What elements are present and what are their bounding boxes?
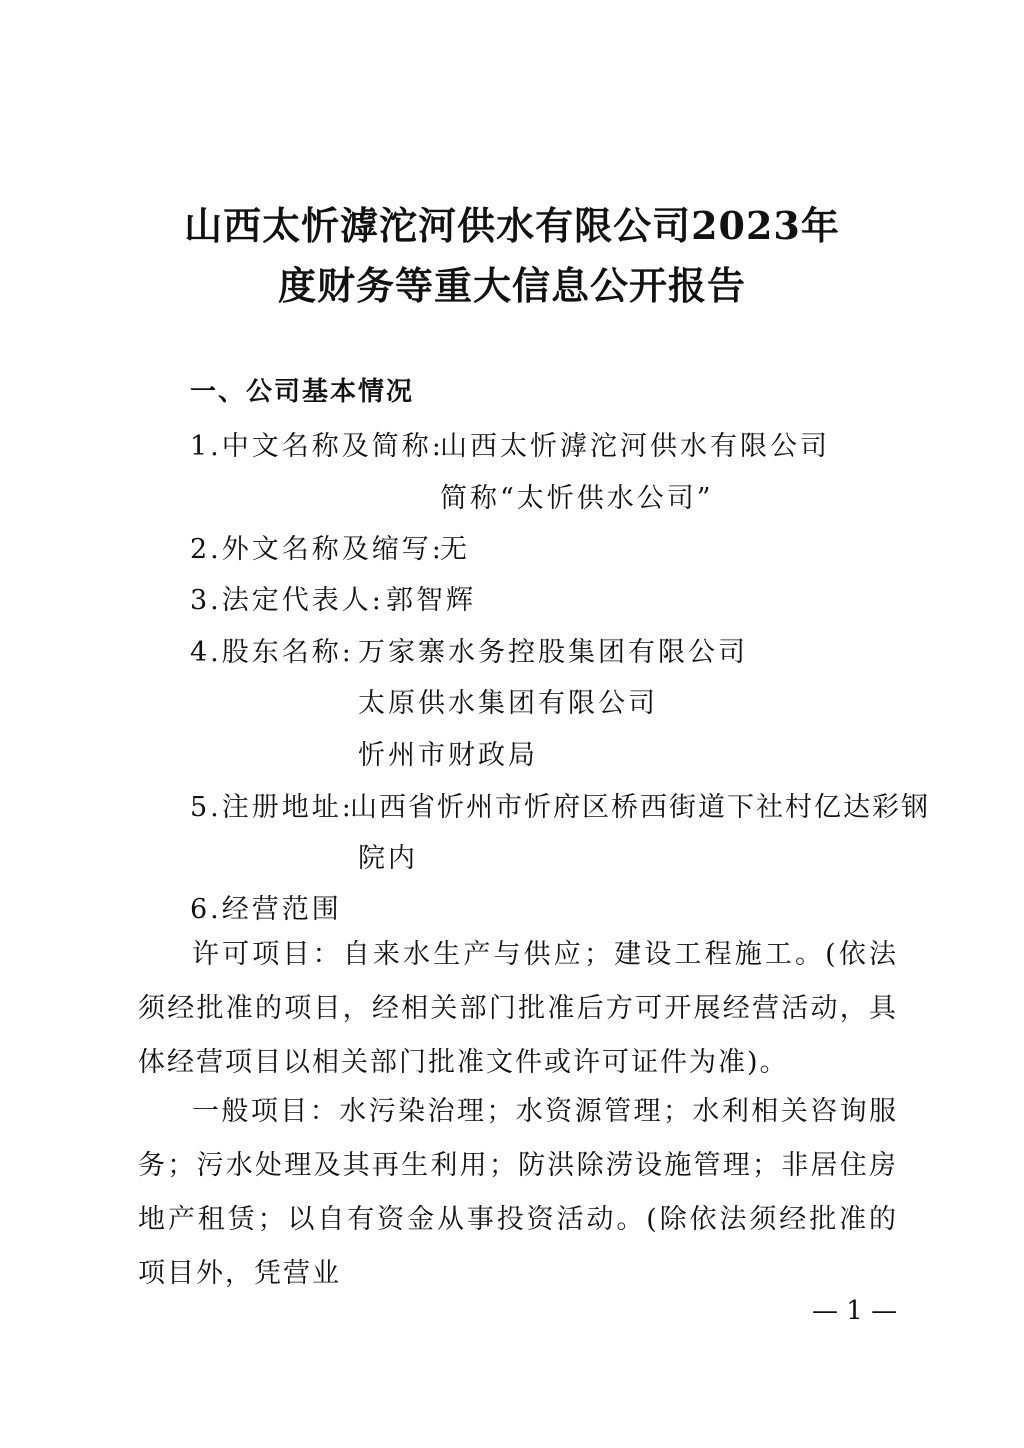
item-4-value-3: 忻州市财政局 [358, 740, 538, 771]
item-3-label: 3.法定代表人: [190, 585, 384, 616]
item-6-label: 6.经营范围 [190, 894, 342, 925]
item-1-value-name: 山西太忻滹沱河供水有限公司 [440, 431, 830, 462]
item-5-value-1: 山西省忻州市忻府区桥西街道下社村亿达彩钢 [350, 792, 930, 823]
general-items-paragraph: 一般项目：水污染治理；水资源管理；水利相关咨询服务；污水处理及其再生利用；防洪除涝设施管理；非居住房地产租赁；以自有资金从事投资活动。(除依法须经批准的项目外，凭营业 [138, 1096, 898, 1289]
section-heading: 一、公司基本情况 [190, 377, 415, 407]
item-1-label: 1.中文名称及简称: [190, 431, 444, 462]
item-4-value-2: 太原供水集团有限公司 [358, 688, 658, 719]
title-line-1: 山西太忻滹沱河供水有限公司2023年 [184, 203, 840, 248]
item-5-value-2: 院内 [358, 843, 418, 874]
item-2-value: 无 [440, 534, 470, 565]
item-3-value: 郭智辉 [386, 585, 476, 616]
licensed-items-paragraph: 许可项目：自来水生产与供应；建设工程施工。(依法须经批准的项目，经相关部门批准后方可开展经营活动，具体经营项目以相关部门批准文件或许可证件为准)。 [138, 939, 898, 1078]
title-line-2: 度财务等重大信息公开报告 [277, 263, 746, 308]
item-2-label: 2.外文名称及缩写: [190, 534, 444, 565]
item-4-label: 4.股东名称: [190, 637, 354, 668]
item-4-value-1: 万家寨水务控股集团有限公司 [358, 637, 748, 668]
page-number: — 1 — [812, 1296, 898, 1326]
item-5-label: 5.注册地址: [190, 792, 354, 823]
item-1-value-short: 简称“太忻供水公司” [440, 483, 714, 514]
